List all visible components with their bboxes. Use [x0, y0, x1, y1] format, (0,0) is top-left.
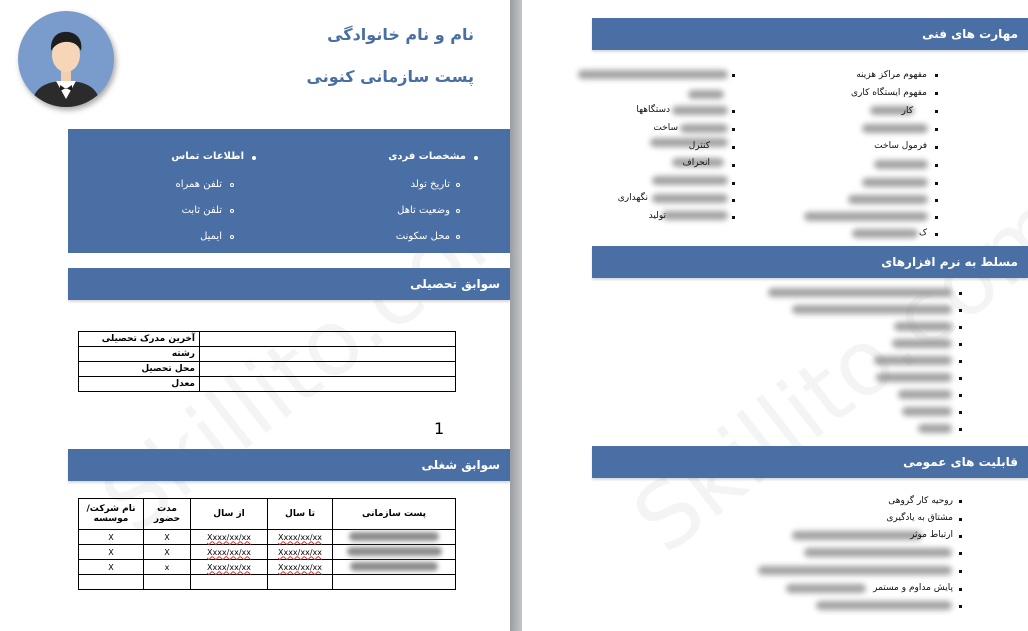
table-header-row: نام شرکت/موسسه مدت حضور از سال تا سال پست سازمانی [79, 499, 456, 530]
redacted-text [902, 407, 952, 416]
marital-status-label: وضعیت تاهل [397, 205, 450, 216]
general-abilities-heading: قابلیت های عمومی [592, 446, 1028, 478]
contact-label: اطلاعات تماس [171, 151, 244, 162]
redacted-text [862, 178, 928, 187]
redacted-text [350, 562, 438, 571]
education-table [78, 331, 456, 392]
education-heading: سوابق تحصیلی [68, 268, 510, 300]
redacted-text [894, 322, 952, 331]
bullet-ring [456, 235, 460, 239]
jobs-table [78, 498, 456, 590]
jobs-heading: سوابق شغلی [68, 449, 510, 481]
redacted-text [848, 195, 928, 204]
list-item: کنترل [688, 141, 710, 151]
bullet-dot [252, 156, 256, 160]
redacted-text [898, 390, 952, 399]
redacted-text [758, 566, 952, 575]
bullet-ring [230, 235, 234, 239]
position-title: پست سازمانی کنونی [306, 67, 474, 86]
email-label: ایمیل [200, 231, 222, 242]
list-item: کار [901, 106, 913, 116]
bullet-ring [456, 183, 460, 187]
list-item: تولید [648, 211, 666, 221]
bullet-ring [456, 209, 460, 213]
redacted-text [874, 356, 952, 365]
table-row: X x Xxxx/xx/xx Xxxx/xx/xx [79, 560, 456, 575]
redacted-text [852, 229, 918, 238]
redacted-text [662, 211, 728, 220]
right-page [522, 0, 1028, 631]
list-item: ساخت [653, 123, 678, 133]
person-icon [18, 11, 114, 107]
table-row: آخرین مدرک تحصیلی [79, 332, 456, 347]
software-heading: مسلط به نرم افزارهای [592, 246, 1028, 278]
redacted-text [804, 212, 928, 221]
redacted-text [672, 106, 728, 115]
table-row: X X Xxxx/xx/xx Xxxx/xx/xx [79, 545, 456, 560]
redacted-text [862, 124, 928, 133]
birth-date-label: تاریخ تولد [410, 179, 450, 190]
list-item: مفهوم ایستگاه کاری [850, 88, 927, 98]
list-item: مفهوم مراکز هزینه [856, 70, 927, 80]
redacted-text [680, 124, 728, 133]
redacted-text [652, 194, 728, 203]
watermark [615, 171, 1028, 573]
redacted-text [578, 70, 728, 79]
technical-skills-heading: مهارت های فنی [592, 18, 1028, 50]
list-item: انحراف [682, 158, 710, 168]
list-item: پایش مداوم و مستمر [873, 583, 953, 593]
redacted-text [892, 339, 952, 348]
redacted-text [816, 601, 952, 610]
redacted-text [786, 584, 866, 593]
personal-label: مشخصات فردی [388, 151, 466, 162]
list-item: فرمول ساخت [874, 141, 927, 151]
list-item: ارتباط موثر [910, 530, 953, 540]
phone-label: تلفن ثابت [181, 205, 222, 216]
redacted-text [874, 160, 928, 169]
list-item: مشتاق به یادگیری [886, 513, 953, 523]
info-box [68, 129, 510, 253]
list-item: روحیه کار گروهی [888, 496, 953, 506]
bullet-dot [474, 156, 478, 160]
redacted-text [688, 90, 724, 99]
left-page [0, 0, 510, 631]
residence-label: محل سکونت [395, 231, 450, 242]
avatar [18, 11, 114, 107]
redacted-text [768, 288, 952, 297]
redacted-text [792, 305, 952, 314]
bullet-ring [230, 183, 234, 187]
redacted-text [876, 373, 952, 382]
redacted-text [804, 548, 952, 557]
redacted-text [349, 532, 439, 541]
page-gutter [510, 0, 522, 631]
table-row [79, 575, 456, 590]
redacted-text [347, 547, 442, 556]
redacted-text [652, 176, 728, 185]
mobile-label: تلفن همراه [175, 179, 222, 190]
list-item: نگهداری [617, 193, 648, 203]
bullet-ring [230, 209, 234, 213]
redacted-text [792, 531, 922, 540]
redacted-text [918, 424, 952, 433]
name-title: نام و نام خانوادگی [327, 25, 474, 44]
list-item: دستگاهها [636, 105, 670, 115]
table-row: X X Xxxx/xx/xx Xxxx/xx/xx [79, 530, 456, 545]
list-item: ک [918, 228, 927, 238]
table-row: محل تحصیل [79, 362, 456, 377]
table-row: رشته [79, 347, 456, 362]
page-number: 1 [434, 419, 445, 438]
table-row: معدل [79, 377, 456, 392]
